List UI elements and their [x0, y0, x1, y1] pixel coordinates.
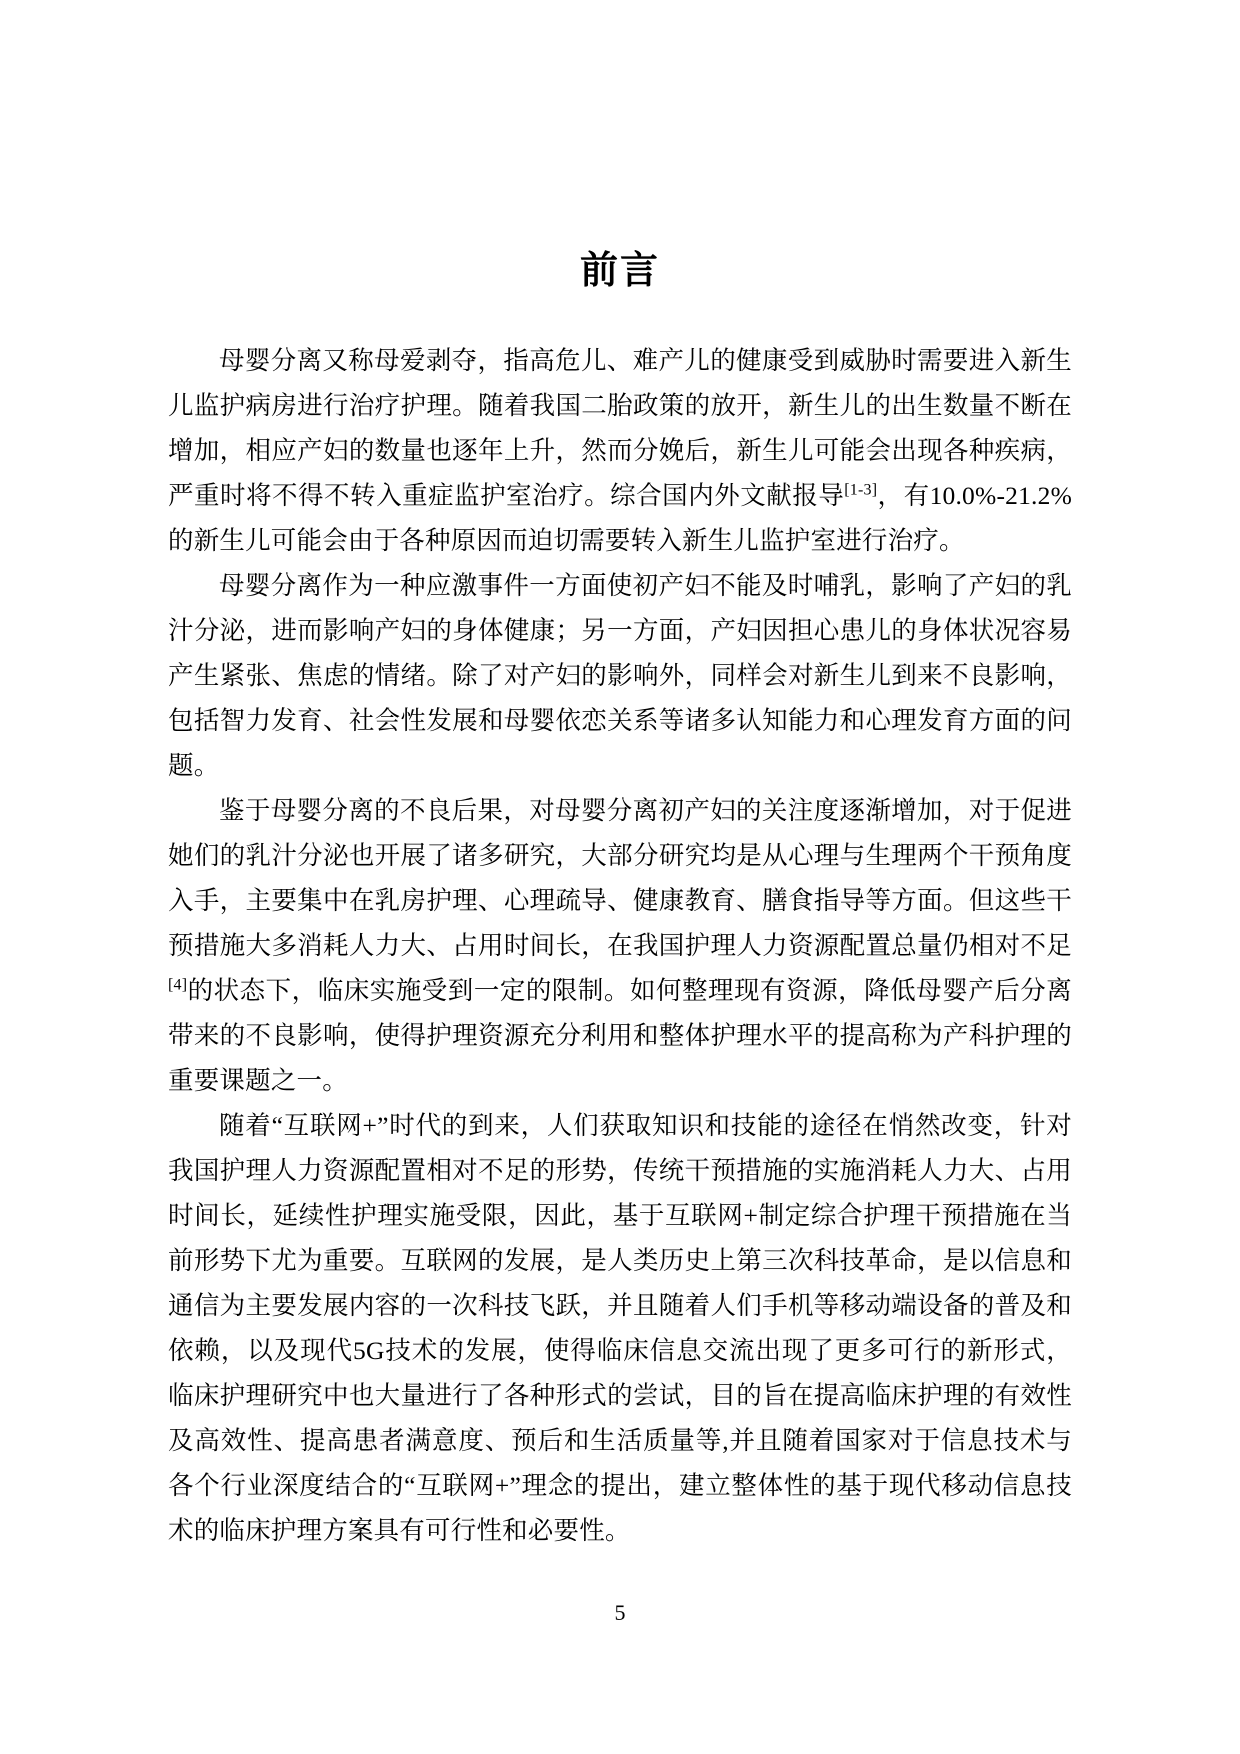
paragraph-1: 母婴分离又称母爱剥夺，指高危儿、难产儿的健康受到威胁时需要进入新生儿监护病房进行治疗护理。随着我国二胎政策的放开，新生儿的出生数量不断在增加，相应产妇的数量也逐年上升，然而分娩后，新生儿可能会出现各种疾病，严重时将不得不转入重症监护室治疗。综合国内外文献报导[1-3]，有10.0%-21.2%的新生儿可能会由于各种原因而迫切需要转入新生儿监护室进行治疗。 [168, 345, 1073, 555]
citation-marker: [1-3] [844, 481, 878, 499]
page-title: 前言 [579, 248, 660, 292]
paragraph-3: 鉴于母婴分离的不良后果，对母婴分离初产妇的关注度逐渐增加，对于促进她们的乳汁分泌也开展了诸多研究，大部分研究均是从心理与生理两个干预角度入手，主要集中在乳房护理、心理疏导、健康教育、膳食指导等方面。但这些干预措施大多消耗人力大、占用时间长，在我国护理人力资源配置总量仍相对不足[4]的状态下，临床实施受到一定的限制。如何整理现有资源，降低母婴产后分离带来的不良影响，使得护理资源充分利用和整体护理水平的提高称为产科护理的重要课题之一。 [168, 795, 1072, 1095]
paragraph-2: 母婴分离作为一种应激事件一方面使初产妇不能及时哺乳，影响了产妇的乳汁分泌，进而影响产妇的身体健康；另一方面，产妇因担心患儿的身体状况容易产生紧张、焦虑的情绪。除了对产妇的影响外，同样会对新生儿到来不良影响，包括智力发育、社会性发展和母婴依恋关系等诸多认知能力和心理发育方面的问题。 [168, 570, 1072, 780]
page-number: 5 [614, 1600, 626, 1625]
citation-marker: [4] [168, 976, 188, 994]
paragraph-4: 随着“互联网+”时代的到来，人们获取知识和技能的途径在悄然改变，针对我国护理人力资源配置相对不足的形势，传统干预措施的实施消耗人力大、占用时间长，延续性护理实施受限，因此，基于互联网+制定综合护理干预措施在当前形势下尤为重要。互联网的发展，是人类历史上第三次科技革命，是以信息和通信为主要发展内容的一次科技飞跃，并且随着人们手机等移动端设备的普及和依赖，以及现代5G技术的发展，使得临床信息交流出现了更多可行的新形式，临床护理研究中也大量进行了各种形式的尝试，目的旨在提高临床护理的有效性及高效性、提高患者满意度、预后和生活质量等,并且随着国家对于信息技术与各个行业深度结合的“互联网+”理念的提出，建立整体性的基于现代移动信息技术的临床护理方案具有可行性和必要性。 [168, 1110, 1072, 1545]
